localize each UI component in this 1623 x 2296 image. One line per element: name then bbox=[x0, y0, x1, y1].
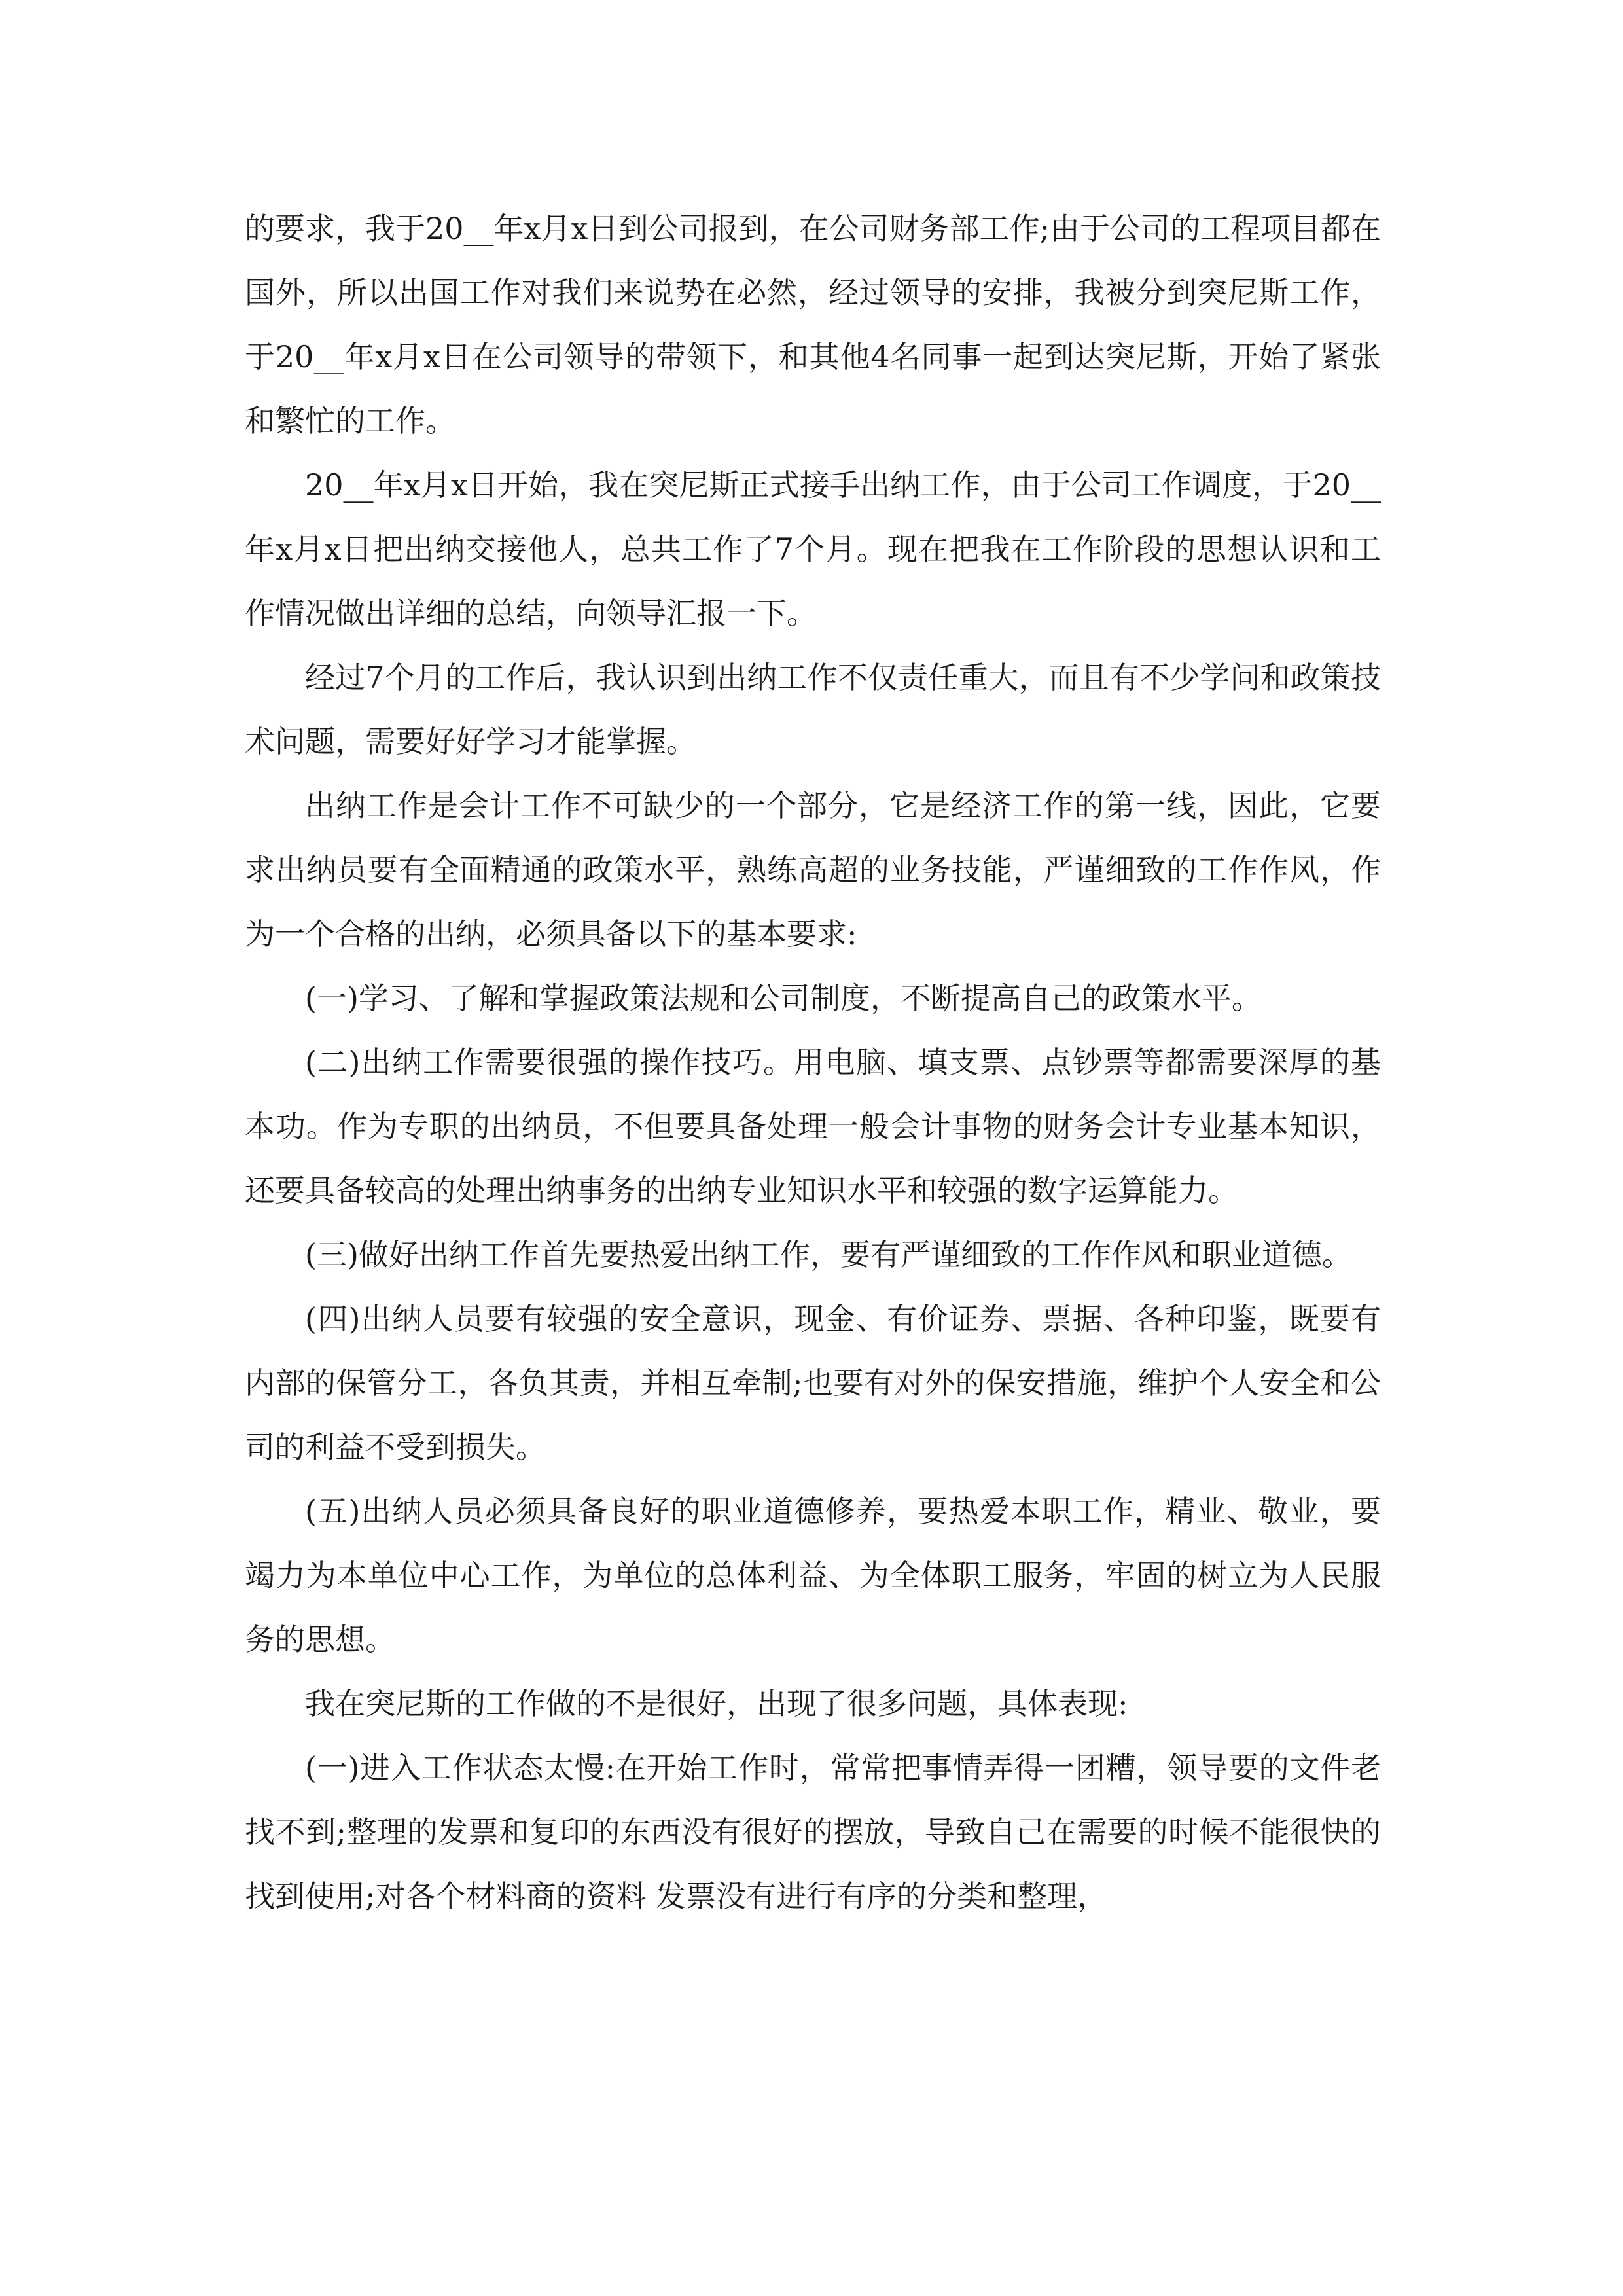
paragraph-2: 20__年x月x日开始，我在突尼斯正式接手出纳工作，由于公司工作调度，于20__年x月x日把出纳交接他人，总共工作了7个月。现在把我在工作阶段的思想认识和工作情况做出详细的总结，向领导汇报一下。 bbox=[245, 467, 1381, 631]
paragraph-8: (四)出纳人员要有较强的安全意识，现金、有价证券、票据、各种印鉴，既要有内部的保管分工，各负其责，并相互牵制;也要有对外的保安措施，维护个人安全和公司的利益不受到损失。 bbox=[245, 1301, 1381, 1465]
paragraph-9: (五)出纳人员必须具备良好的职业道德修养，要热爱本职工作，精业、敬业，要竭力为本单位中心工作，为单位的总体利益、为全体职工服务，牢固的树立为人民服务的思想。 bbox=[245, 1494, 1381, 1657]
paragraph-5: (一)学习、了解和掌握政策法规和公司制度，不断提高自己的政策水平。 bbox=[305, 980, 1262, 1016]
paragraph-3: 经过7个月的工作后，我认识到出纳工作不仅责任重大，而且有不少学问和政策技术问题，需要好好学习才能掌握。 bbox=[245, 660, 1381, 759]
paragraph-4: 出纳工作是会计工作不可缺少的一个部分，它是经济工作的第一线，因此，它要求出纳员要有全面精通的政策水平，熟练高超的业务技能，严谨细致的工作作风，作为一个合格的出纳，必须具备以下的基本要求: bbox=[245, 788, 1381, 952]
paragraph-11: (一)进入工作状态太慢:在开始工作时，常常把事情弄得一团糟，领导要的文件老找不到;整理的发票和复印的东西没有很好的摆放，导致自己在需要的时候不能很快的找到使用;对各个材料商的资料 发票没有进行有序的分类和整理， bbox=[245, 1750, 1381, 1914]
paragraph-10: 我在突尼斯的工作做的不是很好，出现了很多问题，具体表现: bbox=[305, 1686, 1128, 1721]
document-body bbox=[245, 196, 1381, 1928]
paragraph-6: (二)出纳工作需要很强的操作技巧。用电脑、填支票、点钞票等都需要深厚的基本功。作为专职的出纳员，不但要具备处理一般会计事物的财务会计专业基本知识，还要具备较高的处理出纳事务的出纳专业知识水平和较强的数字运算能力。 bbox=[245, 1045, 1381, 1208]
paragraph-1: 的要求，我于20__年x月x日到公司报到，在公司财务部工作;由于公司的工程项目都在国外，所以出国工作对我们来说势在必然，经过领导的安排，我被分到突尼斯工作，于20__年x月x日在公司领导的带领下，和其他4名同事一起到达突尼斯，开始了紧张和繁忙的工作。 bbox=[245, 211, 1381, 439]
paragraph-7: (三)做好出纳工作首先要热爱出纳工作，要有严谨细致的工作作风和职业道德。 bbox=[305, 1237, 1352, 1272]
